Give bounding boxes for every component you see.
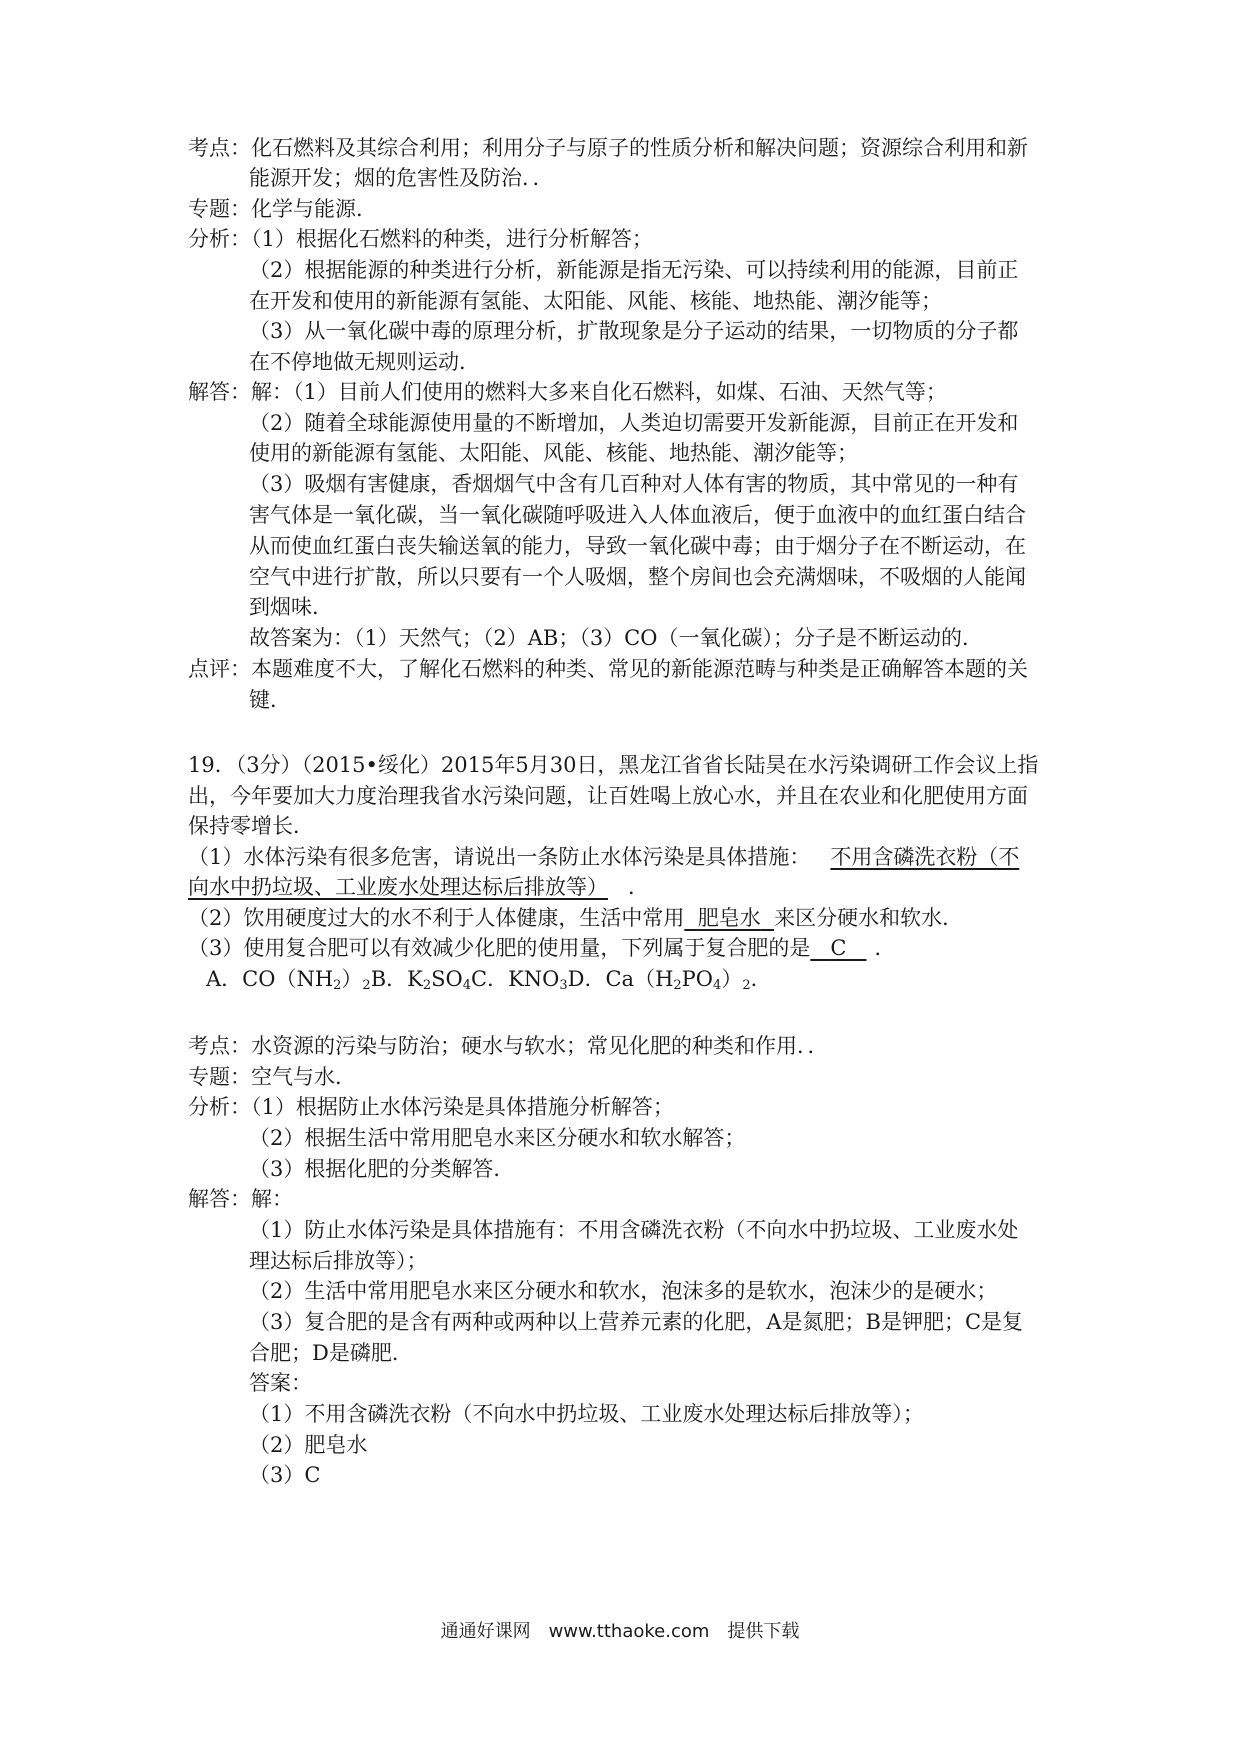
jieda2-line-1b: 理达标后排放等）； bbox=[249, 1249, 428, 1273]
page-footer: 通通好课网 www.tthaoke.com 提供下载 bbox=[440, 1621, 800, 1642]
jieda-line-3c: 从而使血红蛋白丧失输送氧的能力，导致一氧化碳中毒；由于烟分子在不断运动，在 bbox=[249, 534, 1026, 558]
answer-line: 故答案为：（1）天然气；（2）AB；（3）CO（一氧化碳）；分子是不断运动的． bbox=[249, 626, 983, 650]
q19-part-3-answer-text: C bbox=[830, 936, 847, 960]
option-a-text: A．CO（NH bbox=[206, 967, 334, 991]
daan-line-2: （2）肥皂水 bbox=[249, 1433, 368, 1457]
q19-part-2-answer bbox=[684, 906, 774, 930]
jieda-line-2b: 使用的新能源有氢能、太阳能、风能、核能、地热能、潮汐能等； bbox=[249, 441, 858, 465]
q19-part-1-answer-a: 不用含磷洗衣粉（不 bbox=[830, 845, 1020, 869]
jieda-line-3b: 害气体是一氧化碳，当一氧化碳随呼吸进入人体血液后，便于血液中的血红蛋白结合 bbox=[249, 503, 1026, 527]
daan-line-1: （1）不用含磷洗衣粉（不向水中扔垃圾、工业废水处理达标后排放等）； bbox=[249, 1402, 924, 1426]
daan-label: 答案： bbox=[249, 1371, 312, 1395]
jieda2-line-3a: （3）复合肥的是含有两种或两种以上营养元素的化肥，A是氮肥；B是钾肥；C是复 bbox=[249, 1310, 1024, 1334]
fenxi-line-2b: 在开发和使用的新能源有氢能、太阳能、风能、核能、地热能、潮汐能等； bbox=[249, 289, 942, 313]
option-c-sub: 3 bbox=[559, 978, 568, 993]
dianping-line-1: 点评：本题难度不大，了解化石燃料的种类、常见的新能源范畴与种类是正确解答本题的关 bbox=[188, 657, 1028, 681]
kaodian-line-1: 考点：化石燃料及其综合利用；利用分子与原子的性质分析和解决问题；资源综合利用和新 bbox=[188, 136, 1028, 160]
jieda2-line-1a: （1）防止水体污染是具体措施有：不用含磷洗衣粉（不向水中扔垃圾、工业废水处 bbox=[249, 1218, 1019, 1242]
option-b-text: B．K bbox=[370, 967, 423, 991]
kaodian-line-2: 能源开发；烟的危害性及防治．． bbox=[249, 166, 554, 190]
fenxi-line-1: 分析：（1）根据化石燃料的种类，进行分析解答； bbox=[188, 227, 653, 251]
jieda2-line-3b: 合肥；D是磷肥． bbox=[249, 1341, 413, 1365]
q19-part-3 bbox=[188, 933, 896, 963]
q19-stem-3: 保持零增长． bbox=[188, 814, 314, 838]
option-d-end: ） bbox=[721, 967, 743, 991]
q19-part-3-answer bbox=[810, 936, 866, 960]
q19-part-2-suffix: 来区分硬水和软水． bbox=[774, 906, 964, 930]
option-a-sub: 2 bbox=[333, 978, 342, 993]
fenxi-line-3a: （3）从一氧化碳中毒的原理分析，扩散现象是分子运动的结果，一切物质的分子都 bbox=[249, 319, 1019, 343]
option-b-mid: SO bbox=[431, 967, 463, 991]
option-a bbox=[206, 967, 371, 991]
fenxi2-line-2: （2）根据生活中常用肥皂水来区分硬水和软水解答； bbox=[249, 1126, 746, 1150]
jieda-line-3d: 空气中进行扩散，所以只要有一个人吸烟，整个房间也会充满烟味，不吸烟的人能闻 bbox=[249, 565, 1026, 589]
option-d bbox=[568, 967, 772, 991]
daan-line-3: （3）C bbox=[249, 1463, 321, 1487]
q19-part-1-cont bbox=[188, 872, 649, 902]
q19-part-2 bbox=[188, 903, 963, 933]
option-b-sub: 2 bbox=[422, 978, 432, 993]
option-d-sub2: 4 bbox=[713, 978, 722, 993]
option-a-sub2: 2 bbox=[362, 978, 371, 993]
zhuanti-line: 专题：化学与能源． bbox=[188, 197, 377, 221]
option-b bbox=[371, 967, 471, 991]
jieda-line-1: 解答：解：（1）目前人们使用的燃料大多来自化石燃料，如煤、石油、天然气等； bbox=[188, 380, 947, 404]
zhuanti2-line: 专题：空气与水． bbox=[188, 1065, 356, 1089]
q19-stem-2: 出，今年要加大力度治理我省水污染问题，让百姓喝上放心水，并且在农业和化肥使用方面 bbox=[188, 784, 1028, 808]
q19-stem-1: 19．（3分）（2015•绥化）2015年5月30日，黑龙江省省长陆昊在水污染调研工作会议上指 bbox=[188, 753, 1039, 777]
q19-options bbox=[206, 964, 772, 994]
q19-part-1 bbox=[188, 842, 1019, 872]
fenxi-line-3b: 在不停地做无规则运动． bbox=[249, 350, 480, 374]
option-d-mid: PO bbox=[681, 967, 714, 991]
jieda-line-3e: 到烟味． bbox=[249, 595, 333, 619]
q19-part-1-prompt: （1）水体污染有很多危害，请说出一条防止水体污染是具体措施： bbox=[188, 845, 811, 869]
option-d-text: D．Ca（H bbox=[567, 967, 674, 991]
dianping-line-2: 键． bbox=[249, 688, 291, 712]
kaodian2-line: 考点：水资源的污染与防治；硬水与软水；常见化肥的种类和作用．． bbox=[188, 1034, 829, 1058]
q19-part-1-end: ． bbox=[628, 875, 649, 899]
q19-part-1-answer-b: 向水中扔垃圾、工业废水处理达标后排放等） bbox=[188, 875, 608, 899]
option-d-sub3: 2 bbox=[742, 978, 751, 993]
q19-part-2-prompt: （2）饮用硬度过大的水不利于人体健康，生活中常用 bbox=[188, 906, 685, 930]
q19-part-3-end: ． bbox=[874, 936, 896, 960]
q19-part-3-prompt: （3）使用复合肥可以有效减少化肥的使用量，下列属于复合肥的是 bbox=[188, 936, 811, 960]
option-b-sub2: 4 bbox=[462, 978, 471, 993]
jieda2-head: 解答：解： bbox=[188, 1187, 293, 1211]
fenxi2-line-3: （3）根据化肥的分类解答． bbox=[249, 1157, 515, 1181]
q19-part-2-answer-text: 肥皂水 bbox=[697, 906, 761, 930]
jieda-line-3a: （3）吸烟有害健康，香烟烟气中含有几百种对人体有害的物质，其中常见的一种有 bbox=[249, 472, 1019, 496]
fenxi2-line-1: 分析：（1）根据防止水体污染是具体措施分析解答； bbox=[188, 1095, 674, 1119]
fenxi-line-2a: （2）根据能源的种类进行分析，新能源是指无污染、可以持续利用的能源，目前正 bbox=[249, 258, 1019, 282]
option-c bbox=[471, 967, 568, 991]
jieda-line-2a: （2）随着全球能源使用量的不断增加，人类迫切需要开发新能源，目前正在开发和 bbox=[249, 411, 1019, 435]
option-d-sub: 2 bbox=[673, 978, 682, 993]
option-c-text: C．KNO bbox=[471, 967, 560, 991]
jieda2-line-2: （2）生活中常用肥皂水来区分硬水和软水，泡沫多的是软水，泡沫少的是硬水； bbox=[249, 1279, 998, 1303]
option-a-end: ） bbox=[341, 967, 363, 991]
option-d-tail: ． bbox=[750, 967, 772, 991]
